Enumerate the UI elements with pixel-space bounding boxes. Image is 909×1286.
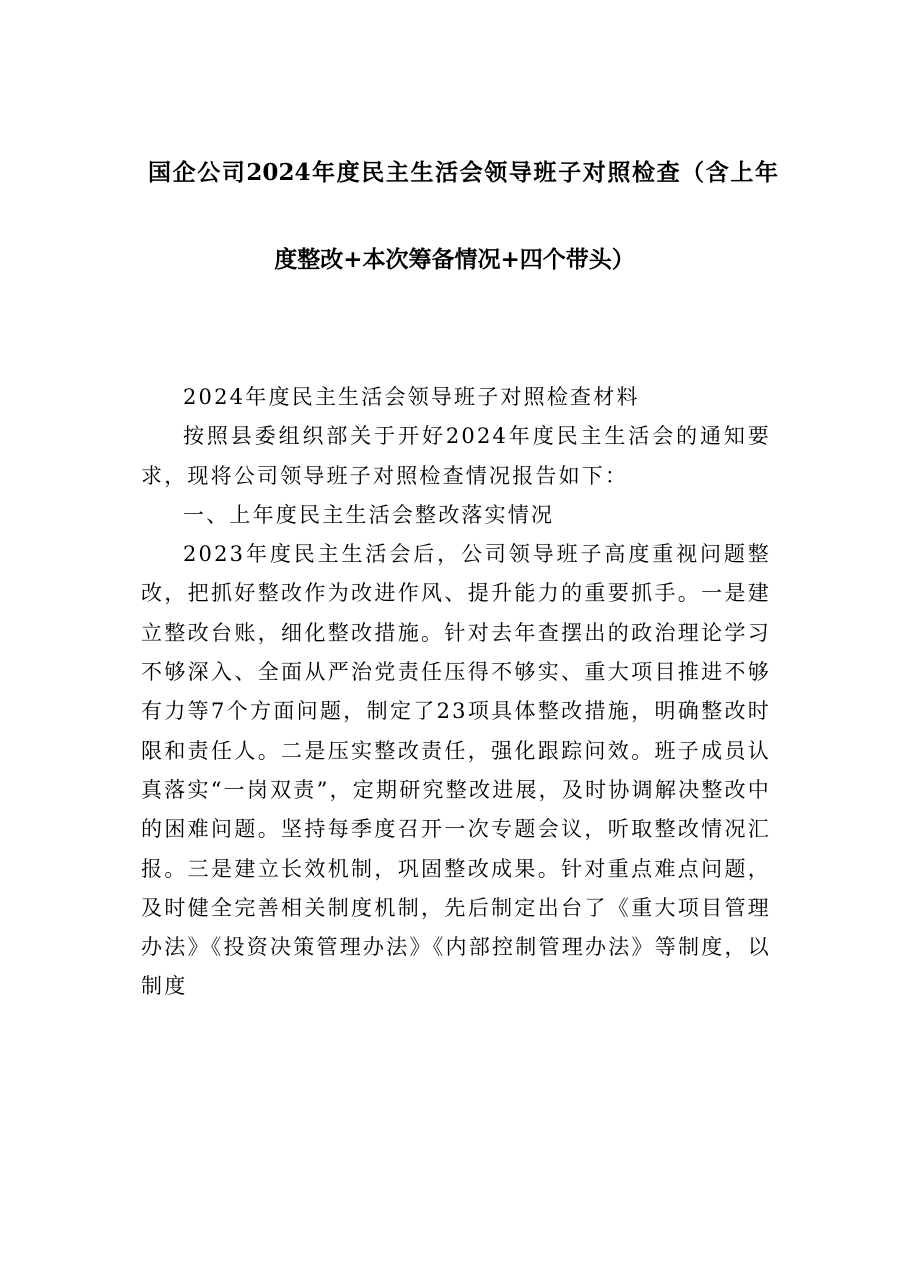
- document-title-line-2: 度整改+本次筹备情况+四个带头）: [274, 246, 635, 273]
- document-body: [141, 378, 771, 1007]
- paragraph-rectification: 2023年度民主生活会后，公司领导班子高度重视问题整改，把抓好整改作为改进作风、提升能力的重要抓手。一是建立整改台账，细化整改措施。针对去年查摆出的政治理论学习不够深入、全面从严治党责任压得不够实、重大项目推进不够有力等7个方面问题，制定了23项具体整改措施，明确整改时限和责任人。二是压实整改责任，强化跟踪问效。班子成员认真落实“一岗双责”，定期研究整改进展，及时协调解决整改中的困难问题。坚持每季度召开一次专题会议，听取整改情况汇报。三是建立长效机制，巩固整改成果。针对重点难点问题，及时健全完善相关制度机制，先后制定出台了《重大项目管理办法》《投资决策管理办法》《内部控制管理办法》等制度，以制度: [141, 542, 771, 999]
- paragraph-intro: 按照县委组织部关于开好2024年度民主生活会的通知要求，现将公司领导班子对照检查情况报告如下：: [141, 424, 771, 488]
- section-heading-1: 一、上年度民主生活会整改落实情况: [183, 502, 555, 527]
- document-title-line-1: 国企公司2024年度民主生活会领导班子对照检查（含上年: [148, 159, 778, 186]
- paragraph-material-title: 2024年度民主生活会领导班子对照检查材料: [183, 385, 640, 409]
